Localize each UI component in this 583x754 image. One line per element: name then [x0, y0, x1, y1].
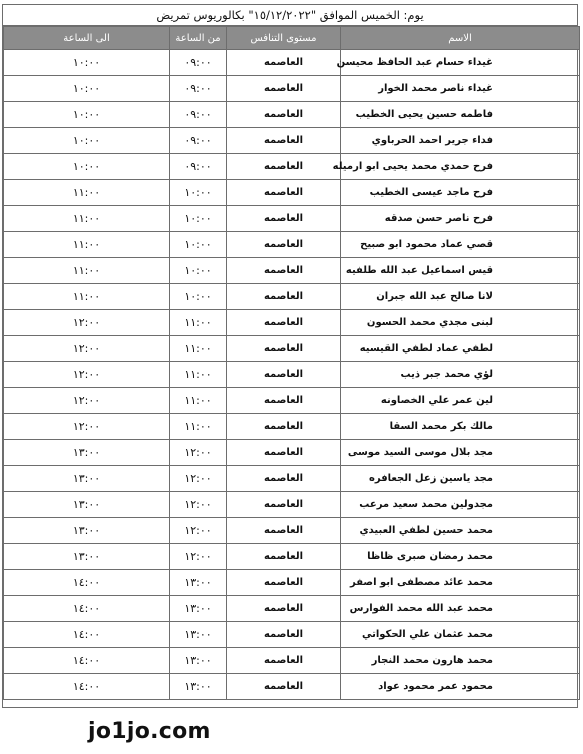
to-time-cell: ١٣:٠٠: [4, 492, 170, 518]
name-cell: لطفي عماد لطفي القيسيه: [341, 336, 580, 362]
table-row: [4, 76, 580, 102]
level-cell: العاصمه: [227, 232, 341, 258]
to-time-cell: ١٤:٠٠: [4, 596, 170, 622]
table-row: [4, 180, 580, 206]
to-time-cell: ١٤:٠٠: [4, 648, 170, 674]
name-cell: محمد عائد مصطفى ابو اصفر: [341, 570, 580, 596]
to-time-cell: ١٣:٠٠: [4, 518, 170, 544]
level-cell: العاصمه: [227, 466, 341, 492]
name-cell: غيداء حسام عبد الحافظ محيسن: [341, 50, 580, 76]
from-time-cell: ١١:٠٠: [170, 388, 227, 414]
name-cell: غيداء ناصر محمد الخوار: [341, 76, 580, 102]
name-cell: مالك بكر محمد السقا: [341, 414, 580, 440]
site-watermark: jo1jo.com: [88, 719, 211, 744]
to-time-cell: ١٢:٠٠: [4, 336, 170, 362]
to-time-cell: ١٠:٠٠: [4, 76, 170, 102]
table-row: [4, 50, 580, 76]
from-time-cell: ١٠:٠٠: [170, 232, 227, 258]
table-row: [4, 258, 580, 284]
to-time-cell: ١١:٠٠: [4, 180, 170, 206]
table-row: [4, 128, 580, 154]
name-cell: مجدولين محمد سعيد مرعب: [341, 492, 580, 518]
from-time-cell: ١٣:٠٠: [170, 570, 227, 596]
from-time-cell: ١١:٠٠: [170, 336, 227, 362]
table-row: [4, 518, 580, 544]
table-row: [4, 596, 580, 622]
name-cell: لانا صالح عبد الله جبران: [341, 284, 580, 310]
table-row: [4, 362, 580, 388]
schedule-sheet: [2, 4, 578, 708]
to-time-cell: ١٤:٠٠: [4, 674, 170, 700]
name-cell: محمد هارون محمد النجار: [341, 648, 580, 674]
from-time-cell: ٠٩:٠٠: [170, 154, 227, 180]
level-cell: العاصمه: [227, 310, 341, 336]
to-time-cell: ١٢:٠٠: [4, 414, 170, 440]
to-time-cell: ١٠:٠٠: [4, 50, 170, 76]
name-cell: فرح ماجد عيسى الخطيب: [341, 180, 580, 206]
column-header-to: الى الساعة: [4, 27, 170, 50]
from-time-cell: ٠٩:٠٠: [170, 102, 227, 128]
from-time-cell: ١٠:٠٠: [170, 206, 227, 232]
name-cell: محمد عبد الله محمد الفوارس: [341, 596, 580, 622]
level-cell: العاصمه: [227, 50, 341, 76]
from-time-cell: ٠٩:٠٠: [170, 50, 227, 76]
level-cell: العاصمه: [227, 596, 341, 622]
level-cell: العاصمه: [227, 180, 341, 206]
table-row: [4, 414, 580, 440]
level-cell: العاصمه: [227, 336, 341, 362]
table-row: [4, 232, 580, 258]
to-time-cell: ١٣:٠٠: [4, 466, 170, 492]
column-header-name: الاسم: [341, 27, 580, 50]
level-cell: العاصمه: [227, 154, 341, 180]
name-cell: فرح حمدي محمد يحيى ابو ارميله: [341, 154, 580, 180]
name-cell: مجد ياسين زعل الجعافره: [341, 466, 580, 492]
level-cell: العاصمه: [227, 544, 341, 570]
name-cell: لبنى مجدي محمد الحسون: [341, 310, 580, 336]
to-time-cell: ١٠:٠٠: [4, 102, 170, 128]
column-header-from: من الساعة: [170, 27, 227, 50]
from-time-cell: ١١:٠٠: [170, 414, 227, 440]
level-cell: العاصمه: [227, 648, 341, 674]
table-row: [4, 648, 580, 674]
from-time-cell: ١٢:٠٠: [170, 544, 227, 570]
table-row: [4, 102, 580, 128]
to-time-cell: ١١:٠٠: [4, 258, 170, 284]
level-cell: العاصمه: [227, 206, 341, 232]
level-cell: العاصمه: [227, 518, 341, 544]
name-cell: محمد حسين لطفي العبيدي: [341, 518, 580, 544]
name-cell: محمد رمضان صبرى ظاظا: [341, 544, 580, 570]
level-cell: العاصمه: [227, 440, 341, 466]
table-row: [4, 388, 580, 414]
name-cell: لين عمر علي الخصاونه: [341, 388, 580, 414]
name-cell: فاطمه حسين يحيى الخطيب: [341, 102, 580, 128]
to-time-cell: ١٤:٠٠: [4, 622, 170, 648]
from-time-cell: ١٢:٠٠: [170, 466, 227, 492]
name-cell: محمد عثمان علي الحكواتي: [341, 622, 580, 648]
to-time-cell: ١٠:٠٠: [4, 154, 170, 180]
from-time-cell: ١٢:٠٠: [170, 492, 227, 518]
table-row: [4, 674, 580, 700]
level-cell: العاصمه: [227, 492, 341, 518]
from-time-cell: ١٣:٠٠: [170, 622, 227, 648]
to-time-cell: ١٢:٠٠: [4, 310, 170, 336]
table-row: [4, 310, 580, 336]
table-row: [4, 154, 580, 180]
to-time-cell: ١٤:٠٠: [4, 570, 170, 596]
table-row: [4, 284, 580, 310]
table-row: [4, 440, 580, 466]
from-time-cell: ١١:٠٠: [170, 362, 227, 388]
name-cell: فداء جرير احمد الحرباوي: [341, 128, 580, 154]
from-time-cell: ١١:٠٠: [170, 310, 227, 336]
level-cell: العاصمه: [227, 258, 341, 284]
from-time-cell: ١٣:٠٠: [170, 596, 227, 622]
column-header-level: مستوى التنافس: [227, 27, 341, 50]
level-cell: العاصمه: [227, 388, 341, 414]
name-cell: قيس اسماعيل عبد الله طلفيه: [341, 258, 580, 284]
table-body: [4, 50, 580, 700]
to-time-cell: ١١:٠٠: [4, 284, 170, 310]
to-time-cell: ١٢:٠٠: [4, 388, 170, 414]
level-cell: العاصمه: [227, 362, 341, 388]
table-row: [4, 466, 580, 492]
level-cell: العاصمه: [227, 570, 341, 596]
from-time-cell: ١٠:٠٠: [170, 284, 227, 310]
page-title: يوم: الخميس الموافق "١٥/١٢/٢٠٢٢" بكالوريوس تمريض: [3, 5, 577, 26]
to-time-cell: ١٣:٠٠: [4, 544, 170, 570]
name-cell: فرح ناصر حسن صدقه: [341, 206, 580, 232]
to-time-cell: ١١:٠٠: [4, 206, 170, 232]
table-row: [4, 544, 580, 570]
level-cell: العاصمه: [227, 674, 341, 700]
from-time-cell: ١٣:٠٠: [170, 674, 227, 700]
from-time-cell: ١٣:٠٠: [170, 648, 227, 674]
name-cell: مجد بلال موسى السيد موسى: [341, 440, 580, 466]
to-time-cell: ١٣:٠٠: [4, 440, 170, 466]
from-time-cell: ١٠:٠٠: [170, 180, 227, 206]
table-row: [4, 570, 580, 596]
table-header-row: [4, 27, 580, 50]
from-time-cell: ١٢:٠٠: [170, 518, 227, 544]
schedule-table: [3, 26, 580, 700]
table-row: [4, 336, 580, 362]
to-time-cell: ١٢:٠٠: [4, 362, 170, 388]
name-cell: محمود عمر محمود عواد: [341, 674, 580, 700]
level-cell: العاصمه: [227, 414, 341, 440]
to-time-cell: ١٠:٠٠: [4, 128, 170, 154]
table-row: [4, 206, 580, 232]
name-cell: قصي عماد محمود ابو صبيح: [341, 232, 580, 258]
table-row: [4, 622, 580, 648]
from-time-cell: ١٠:٠٠: [170, 258, 227, 284]
level-cell: العاصمه: [227, 128, 341, 154]
level-cell: العاصمه: [227, 284, 341, 310]
level-cell: العاصمه: [227, 102, 341, 128]
from-time-cell: ٠٩:٠٠: [170, 76, 227, 102]
from-time-cell: ٠٩:٠٠: [170, 128, 227, 154]
table-row: [4, 492, 580, 518]
from-time-cell: ١٢:٠٠: [170, 440, 227, 466]
name-cell: لؤي محمد جبر ذيب: [341, 362, 580, 388]
level-cell: العاصمه: [227, 76, 341, 102]
to-time-cell: ١١:٠٠: [4, 232, 170, 258]
level-cell: العاصمه: [227, 622, 341, 648]
